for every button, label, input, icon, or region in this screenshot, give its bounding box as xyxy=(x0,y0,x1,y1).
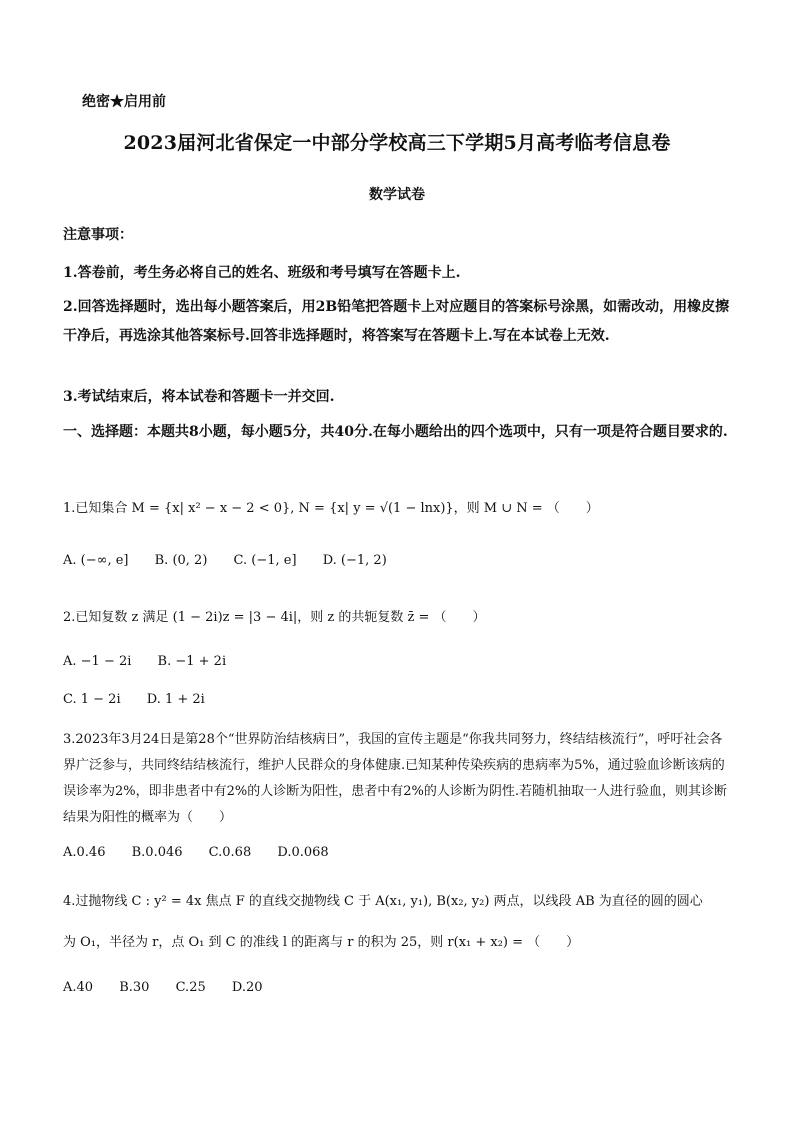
option-b: B. −1 + 2i xyxy=(157,654,227,669)
option-a: A.0.46 xyxy=(63,845,106,860)
question-2-options-row1 xyxy=(63,654,226,669)
question-2-options-row2 xyxy=(63,692,205,707)
question-4-stem-line2: 为 O₁，半径为 r，点 O₁ 到 C 的准线 l 的距离与 r 的积为 25，则 r(x₁ + x₂) = （ ） xyxy=(63,935,580,950)
question-4-stem-line1: 4.过抛物线 C : y² = 4x 焦点 F 的直线交抛物线 C 于 A(x₁, y₁), B(x₂, y₂) 两点，以线段 AB 为直径的圆的圆心 xyxy=(63,894,703,909)
option-b: B.0.046 xyxy=(131,845,183,860)
option-d: D.0.068 xyxy=(277,845,329,860)
option-a: A. (−∞, e] xyxy=(63,553,129,568)
question-3-stem: 3.2023年3月24日是第28个“世界防治结核病日”，我国的宣传主题是“你我共同努力，终结结核流行”，呼吁社会各界广泛参与，共同终结结核流行，维护人民群众的身体健康.已知某种传染疾病的患病率为5%，通过验血诊断该病的误诊率为2%，即非患者中有2%的人诊断为阳性，患者中有2%的人诊断为阴性.若随机抽取一人进行验血，则其诊断结果为阳性的概率为（ ） xyxy=(63,732,728,825)
section-heading: 一、选择题：本题共8小题，每小题5分，共40分.在每小题给出的四个选项中，只有一项是符合题目要求的. xyxy=(63,424,728,440)
option-d: D. 1 + 2i xyxy=(146,692,205,707)
notice-item-2: 2.回答选择题时，选出每小题答案后，用2B铅笔把答题卡上对应题目的答案标号涂黑，如需改动，用橡皮擦干净后，再选涂其他答案标号.回答非选择题时，将答案写在答题卡上.写在本试卷上无效. xyxy=(63,299,730,344)
option-d: D.20 xyxy=(231,980,263,995)
option-d: D. (−1, 2) xyxy=(322,553,387,568)
question-1-options xyxy=(63,553,387,568)
question-3-options xyxy=(63,845,329,860)
option-a: A.40 xyxy=(63,980,94,995)
question-4-options xyxy=(63,980,263,995)
notice-item-3: 3.考试结束后，将本试卷和答题卡一并交回. xyxy=(63,389,335,405)
exam-title: 2023届河北省保定一中部分学校高三下学期5月高考临考信息卷 xyxy=(123,132,671,154)
secret-label: 绝密★启用前 xyxy=(82,94,166,110)
option-c: C.0.68 xyxy=(208,845,252,860)
notice-heading: 注意事项： xyxy=(63,227,133,243)
option-b: B.30 xyxy=(119,980,150,995)
subject-title: 数学试卷 xyxy=(369,187,425,203)
question-2-stem: 2.已知复数 z 满足 (1 − 2i)z = |3 − 4i|，则 z 的共轭复数 z̄ = （ ） xyxy=(63,610,486,625)
option-c: C.25 xyxy=(175,980,206,995)
notice-item-1: 1.答卷前，考生务必将自己的姓名、班级和考号填写在答题卡上. xyxy=(63,265,461,281)
option-c: C. 1 − 2i xyxy=(63,692,121,707)
question-1-stem: 1.已知集合 M = {x| x² − x − 2 < 0}, N = {x| y = √(1 − lnx)}，则 M ∪ N = （ ） xyxy=(63,501,599,516)
option-c: C. (−1, e] xyxy=(233,553,297,568)
option-a: A. −1 − 2i xyxy=(63,654,132,669)
option-b: B. (0, 2) xyxy=(154,553,208,568)
